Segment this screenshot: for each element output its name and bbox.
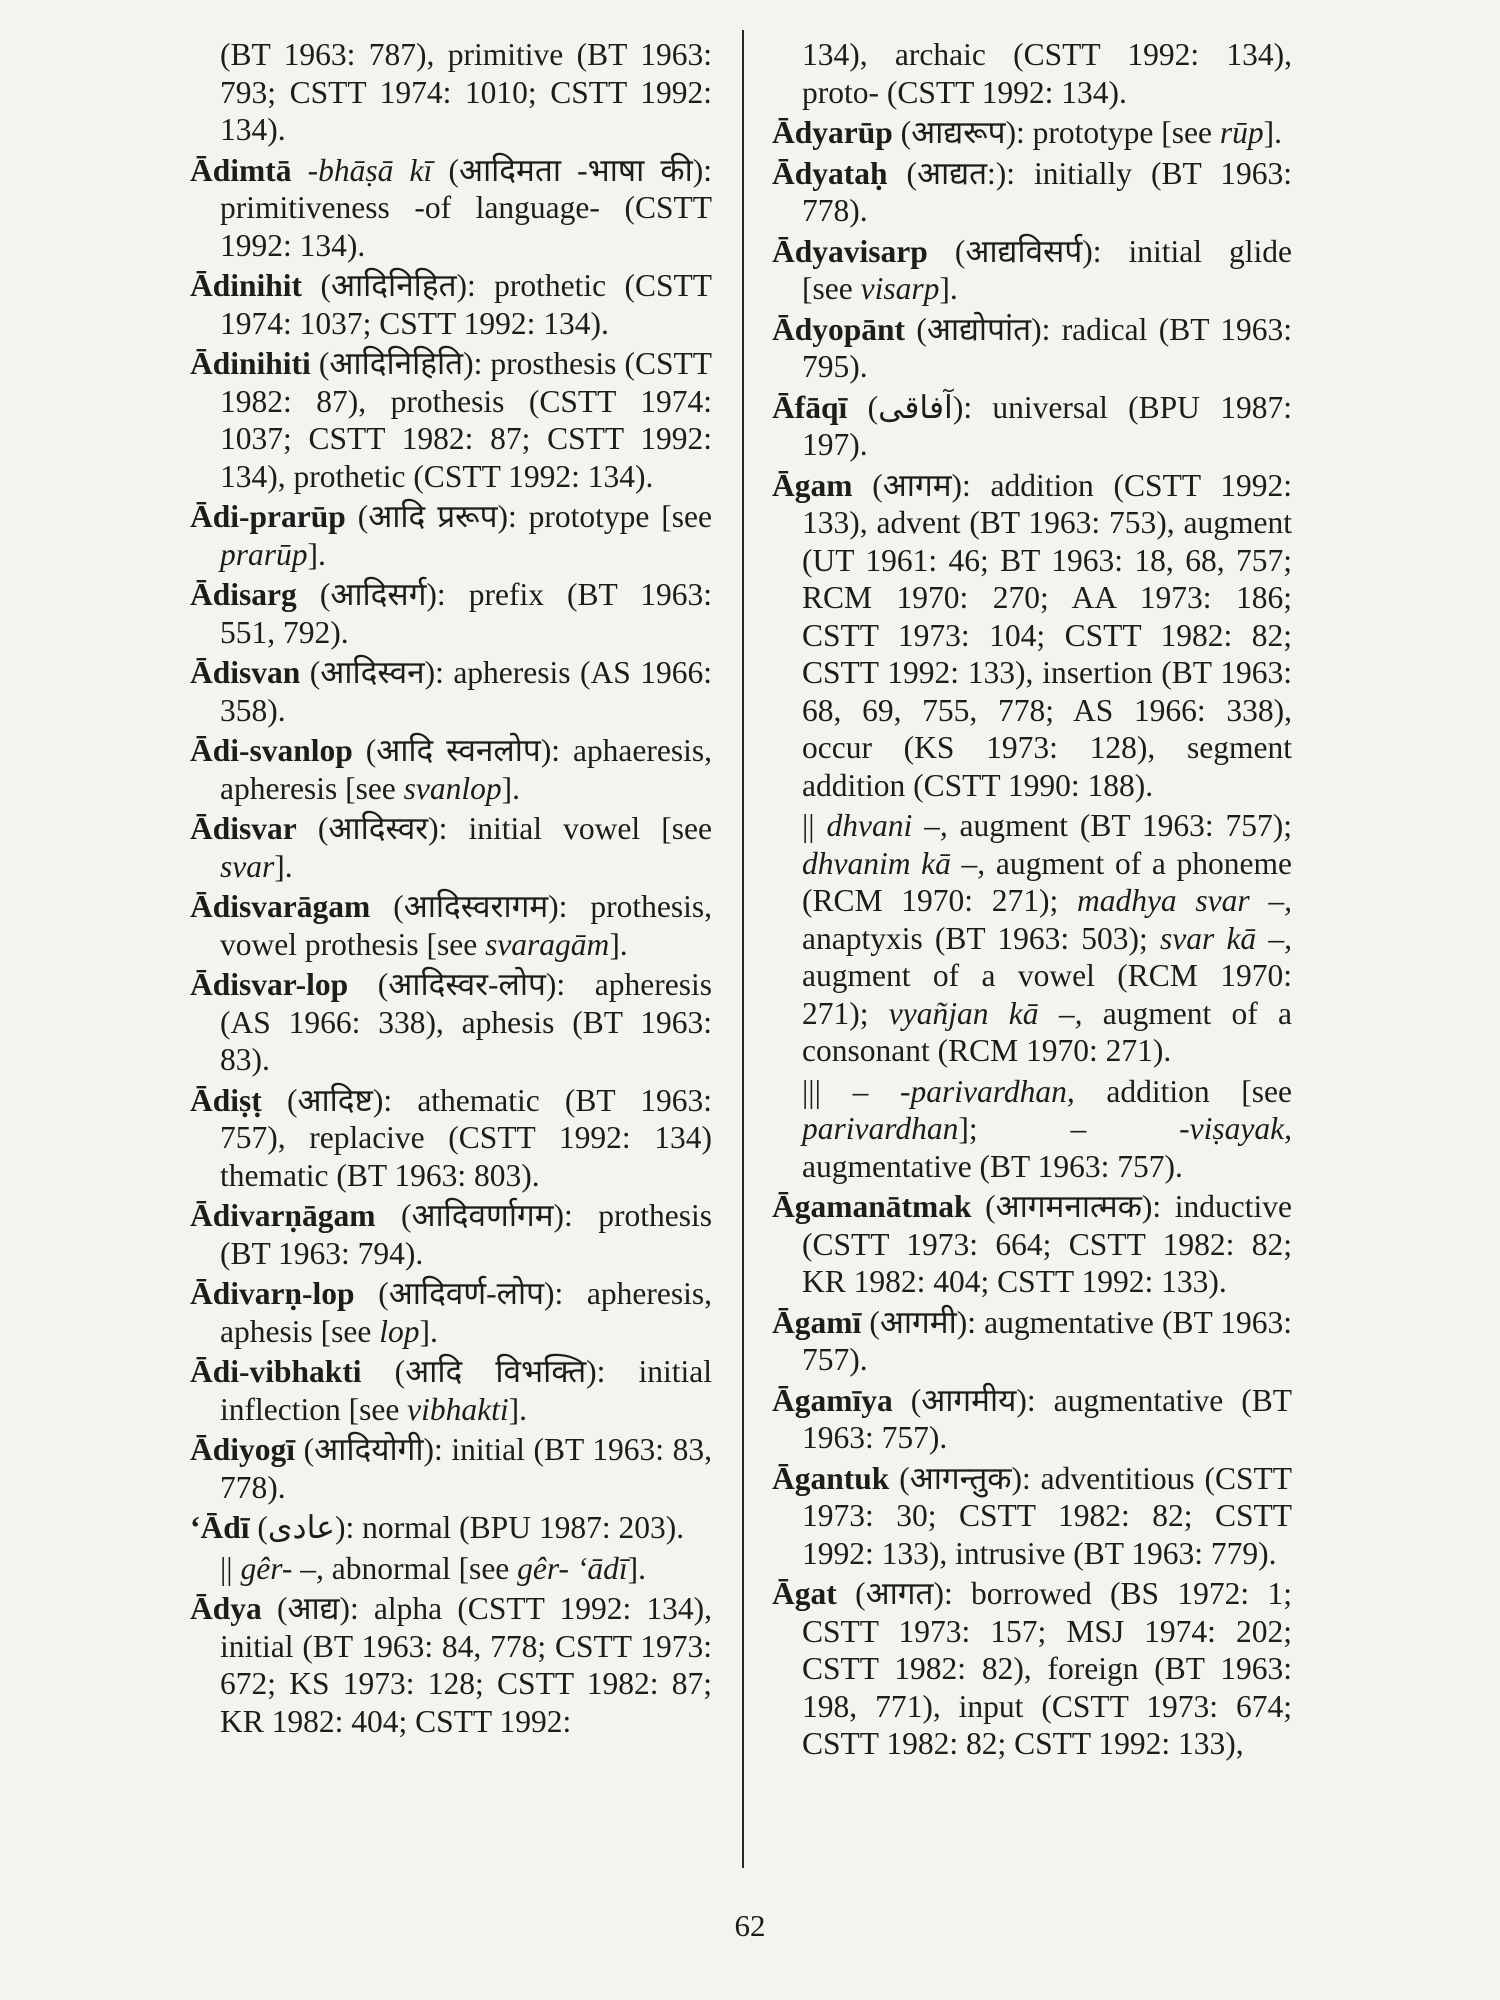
subentry-gloss: augment (BT 1963: 757); bbox=[947, 808, 1293, 843]
subentry-gloss: abnormal [see bbox=[323, 1550, 510, 1586]
headword: Ādivarṇ-lop bbox=[190, 1276, 355, 1311]
subentry-term: dhvanim kā –, bbox=[802, 845, 986, 881]
headword: Ādisvar bbox=[190, 811, 297, 846]
dictionary-entry bbox=[772, 155, 1292, 230]
right-column bbox=[772, 36, 1292, 1766]
cross-reference: visarp bbox=[860, 271, 940, 306]
subentry-term: gêr- ʻādī bbox=[517, 1550, 628, 1586]
headword: Ādyataḥ bbox=[772, 155, 888, 191]
definition: (आदि स्वनलोप): aphaeresis, apheresis [see bbox=[220, 733, 712, 806]
headword: Ādya bbox=[190, 1591, 262, 1626]
headword: Ādisvan bbox=[190, 655, 301, 690]
dictionary-entry bbox=[190, 654, 712, 729]
dictionary-entry bbox=[190, 732, 712, 807]
headword: Ādiyogī bbox=[190, 1432, 296, 1467]
definition: (आगन्तुक): adventitious (CSTT 1973: 30; CSTT 1982: 82; CSTT 1992: 133), intrusive (BT 1963: 779). bbox=[802, 1460, 1292, 1571]
closing-bracket: ]. bbox=[508, 1391, 528, 1427]
cross-reference: prarūp bbox=[220, 536, 308, 572]
dictionary-entry bbox=[772, 311, 1292, 386]
definition: (आदिमता -भाषा की): primitiveness -of language- (CSTT 1992: 134). bbox=[220, 152, 713, 263]
definition: (आद्यरूप): prototype [see bbox=[900, 115, 1212, 150]
headword: Ādyavisarp bbox=[772, 233, 928, 269]
closing-bracket: ]. bbox=[939, 271, 958, 306]
cross-reference: rūp bbox=[1219, 115, 1264, 150]
definition: (आदिष्ट): athematic (BT 1963: 757), replacive (CSTT 1992: 134) thematic (BT 1963: 803). bbox=[220, 1082, 713, 1193]
dictionary-entry bbox=[190, 345, 712, 495]
subentry-term: -viṣayak, bbox=[1179, 1111, 1292, 1146]
definition: (عادی): normal (BPU 1987: 203). bbox=[257, 1510, 685, 1545]
entry-continuation bbox=[190, 36, 712, 149]
dictionary-entry bbox=[190, 1275, 712, 1350]
headword: Ādi-svanlop bbox=[190, 733, 353, 768]
subentry-marker: ||| bbox=[802, 1073, 821, 1109]
definition: (आगमीय): augmentative (BT 1963: 757). bbox=[802, 1382, 1292, 1455]
headword: Ādisvar-lop bbox=[190, 967, 349, 1002]
dictionary-entry bbox=[190, 152, 712, 265]
definition: (आदियोगी): initial (BT 1963: 83, 778). bbox=[220, 1432, 712, 1505]
dictionary-entry bbox=[190, 1197, 712, 1272]
page-number: 62 bbox=[734, 1908, 766, 1943]
subentry-gloss: augment of a phoneme (RCM 1970: 271); bbox=[802, 845, 1292, 918]
definition: (आदिनिहिति): prosthesis (CSTT 1982: 87), prothesis (CSTT 1974: 1037; CSTT 1982: 87; CSTT 1992: 134), prothetic (CSTT 1992: 134). bbox=[220, 346, 712, 494]
headword: Āfāqī bbox=[772, 389, 848, 425]
dictionary-entry bbox=[772, 1304, 1292, 1379]
dictionary-entry bbox=[772, 1382, 1292, 1457]
headword: Āgamanātmak bbox=[772, 1189, 972, 1224]
definition: (आगत): borrowed (BS 1972: 1; CSTT 1973: 157; MSJ 1974: 202; CSTT 1982: 82), foreign (BT 1963: 198, 771), input (CSTT 1973: 674; CSTT 1982: 82; CSTT 1992: 133), bbox=[802, 1576, 1292, 1761]
subentry-gloss: ]; – bbox=[958, 1111, 1087, 1146]
column-divider bbox=[742, 30, 744, 1868]
entry-continuation bbox=[772, 36, 1292, 111]
dictionary-entry bbox=[772, 467, 1292, 805]
dictionary-entry bbox=[190, 1590, 712, 1740]
cross-reference: svar bbox=[220, 848, 275, 884]
cross-reference: vibhakti bbox=[407, 1391, 509, 1427]
dictionary-entry bbox=[190, 576, 712, 651]
definition: (आदिवर्ण-लोप): apheresis, aphesis [see bbox=[220, 1276, 713, 1349]
cross-reference: lop bbox=[379, 1313, 420, 1349]
dictionary-entry bbox=[190, 888, 712, 963]
definition: (آفاقی): universal (BPU 1987: 197). bbox=[802, 389, 1293, 462]
headword-qualifier: -bhāṣā kī bbox=[307, 152, 433, 188]
closing-bracket: ]. bbox=[609, 926, 628, 962]
closing-bracket: ]. bbox=[274, 848, 293, 884]
subentry bbox=[772, 1073, 1292, 1186]
subentry-term: vyañjan kā –, bbox=[888, 995, 1083, 1031]
headword: Ādinihiti bbox=[190, 346, 311, 381]
dictionary-entry bbox=[190, 267, 712, 342]
headword: Ādi-vibhakti bbox=[190, 1354, 362, 1389]
dictionary-entry bbox=[190, 966, 712, 1079]
headword: Ādivarṇāgam bbox=[190, 1198, 376, 1233]
subentry-term: – -parivardhan, bbox=[852, 1073, 1075, 1109]
subentry-gloss: augmentative (BT 1963: 757). bbox=[802, 1148, 1183, 1184]
cross-reference: svaragām bbox=[485, 926, 610, 962]
continued-text: (BT 1963: 787), primitive (BT 1963: 793; CSTT 1974: 1010; CSTT 1992: 134). bbox=[220, 37, 712, 147]
headword: Āgam bbox=[772, 467, 853, 503]
dictionary-entry bbox=[190, 1082, 712, 1195]
subentry bbox=[190, 1550, 712, 1588]
headword: Āgat bbox=[772, 1576, 837, 1611]
headword: Ādyarūp bbox=[772, 115, 893, 150]
dictionary-entry bbox=[772, 233, 1292, 308]
subentry-gloss: anaptyxis (BT 1963: 503); bbox=[802, 920, 1148, 956]
closing-bracket: ]. bbox=[419, 1313, 438, 1349]
definition: (आदिस्वन): apheresis (AS 1966: 358). bbox=[220, 655, 712, 728]
subentry-term: gêr- –, bbox=[240, 1550, 324, 1586]
dictionary-entry bbox=[772, 1460, 1292, 1573]
definition: (आगमी): augmentative (BT 1963: 757). bbox=[802, 1304, 1292, 1377]
definition: (आदिवर्णागम): prothesis (BT 1963: 794). bbox=[220, 1198, 712, 1271]
definition: (आदिस्वरागम): prothesis, vowel prothesis [see bbox=[220, 889, 712, 962]
headword: Ādisvarāgam bbox=[190, 889, 371, 924]
headword: Ādyopānt bbox=[772, 311, 906, 347]
definition: (आदि प्ररूप): prototype [see bbox=[357, 499, 712, 534]
subentry-gloss: ]. bbox=[627, 1550, 646, 1586]
definition: (आद्यविसर्प): initial glide [see bbox=[802, 233, 1293, 306]
headword: Ādiṣṭ bbox=[190, 1082, 262, 1118]
cross-reference: svanlop bbox=[403, 770, 502, 806]
dictionary-entry bbox=[190, 1353, 712, 1428]
left-column bbox=[190, 36, 712, 1743]
dictionary-entry bbox=[772, 389, 1292, 464]
definition: (आदिस्वर-लोप): apheresis (AS 1966: 338), aphesis (BT 1963: 83). bbox=[220, 967, 713, 1077]
headword: Āgamīya bbox=[772, 1382, 893, 1418]
subentry-gloss: augment of a consonant (RCM 1970: 271). bbox=[802, 995, 1293, 1068]
definition: (आदिनिहित): prothetic (CSTT 1974: 1037; CSTT 1992: 134). bbox=[220, 268, 713, 341]
definition: (आदि विभक्ति): initial inflection [see bbox=[220, 1354, 712, 1427]
subentry-term: parivardhan bbox=[802, 1111, 959, 1146]
headword: Ādi-prarūp bbox=[190, 499, 346, 534]
subentry-gloss: addition [see bbox=[1074, 1073, 1293, 1109]
headword: Āgamī bbox=[772, 1304, 862, 1340]
headword: Ādimtā bbox=[190, 152, 292, 188]
dictionary-entry bbox=[772, 1188, 1292, 1301]
headword: Ādinihit bbox=[190, 268, 303, 303]
subentry-term: svar kā –, bbox=[1159, 920, 1293, 956]
dictionary-entry bbox=[190, 498, 712, 573]
headword: Ādisarg bbox=[190, 577, 297, 612]
closing-bracket: ]. bbox=[501, 770, 521, 806]
dictionary-entry bbox=[190, 1509, 712, 1547]
subentry bbox=[772, 807, 1292, 1070]
dictionary-entry bbox=[190, 1431, 712, 1506]
closing-bracket: ]. bbox=[307, 536, 326, 572]
definition: (आदिस्वर): initial vowel [see bbox=[317, 811, 712, 846]
subentry-marker: || bbox=[220, 1550, 233, 1586]
definition: (आद्योपांत): radical (BT 1963: 795). bbox=[802, 311, 1293, 384]
dictionary-entry bbox=[772, 114, 1292, 152]
subentry-marker: || bbox=[802, 808, 815, 843]
definition: (आद्यत:): initially (BT 1963: 778). bbox=[802, 155, 1292, 228]
headword: ʻĀdī bbox=[190, 1510, 250, 1545]
definition: (आगमनात्मक): inductive (CSTT 1973: 664; CSTT 1982: 82; KR 1982: 404; CSTT 1992: 133). bbox=[802, 1189, 1292, 1299]
definition: (आगम): addition (CSTT 1992: 133), advent (BT 1963: 753), augment (UT 1961: 46; BT 1963: 18, 68, 757; RCM 1970: 270; AA 1973: 186; CSTT 1973: 104; CSTT 1982: 82; CSTT 1992: 133), insertion (BT 1963: 68, 69, 755, 778; AS 1966: 338), occur (KS 1973: 128), segment addition (CSTT 1990: 188). bbox=[802, 467, 1293, 803]
definition: (आद्य): alpha (CSTT 1992: 134), initial (BT 1963: 84, 778; CSTT 1973: 672; KS 1973: 128; CSTT 1982: 87; KR 1982: 404; CSTT 1992: bbox=[220, 1591, 712, 1739]
continued-text: 134), archaic (CSTT 1992: 134), proto- (CSTT 1992: 134). bbox=[802, 37, 1292, 110]
subentry-term: dhvani –, bbox=[826, 808, 948, 843]
definition: (आदिसर्ग): prefix (BT 1963: 551, 792). bbox=[220, 577, 712, 650]
headword: Āgantuk bbox=[772, 1460, 890, 1496]
dictionary-entry bbox=[190, 810, 712, 885]
dictionary-entry bbox=[772, 1575, 1292, 1763]
subentry-gloss: augment of a vowel (RCM 1970: 271); bbox=[802, 958, 1292, 1031]
subentry-term: madhya svar –, bbox=[1076, 883, 1293, 918]
closing-bracket: ]. bbox=[1263, 115, 1283, 150]
